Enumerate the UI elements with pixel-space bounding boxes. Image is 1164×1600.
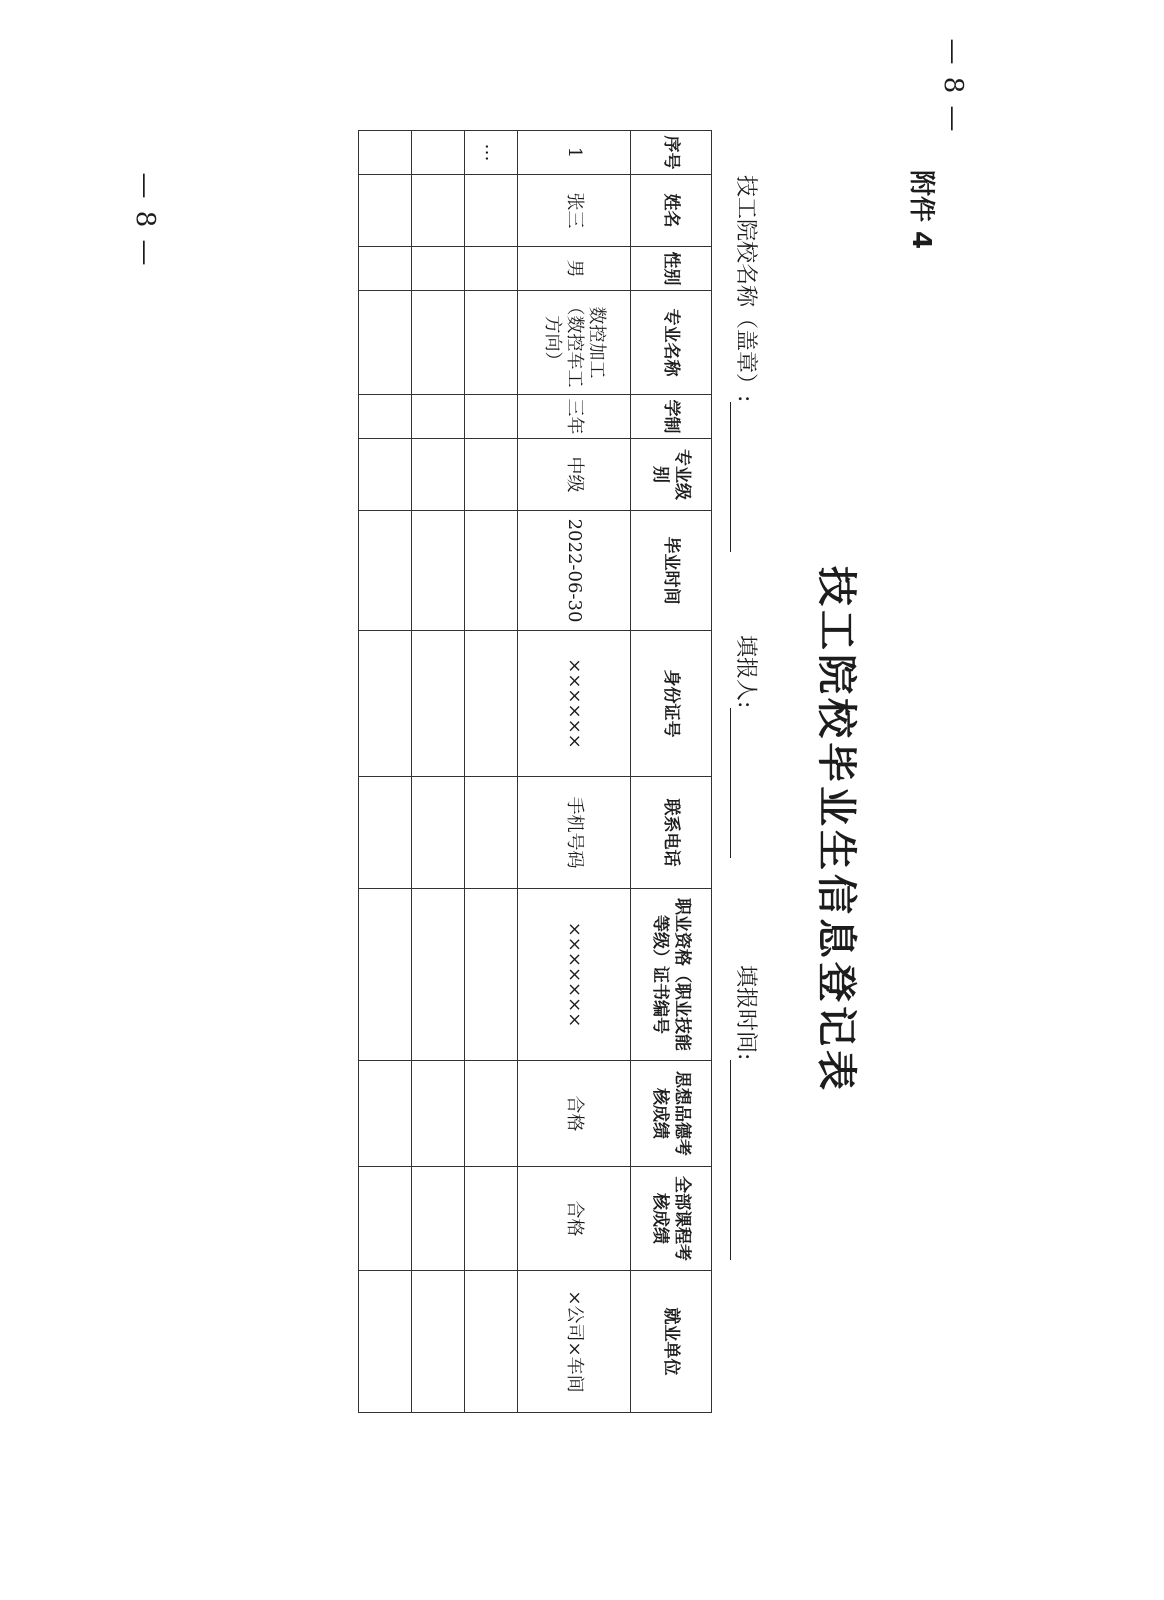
- table-cell: [412, 1061, 465, 1167]
- table-cell: [412, 777, 465, 889]
- table-cell: [359, 1061, 412, 1167]
- table-cell: 2022-06-30: [518, 511, 631, 631]
- table-cell: [465, 247, 518, 291]
- table-cell: [359, 777, 412, 889]
- table-cell: ×公司×车间: [518, 1271, 631, 1413]
- table-cell: [412, 247, 465, 291]
- table-cell: [359, 291, 412, 395]
- table-cell: 合格: [518, 1061, 631, 1167]
- table-cell: 1: [518, 131, 631, 175]
- table-cell: [412, 395, 465, 439]
- page-number-side: — 8 —: [130, 172, 160, 268]
- header-cell: 思想品德考核成绩: [631, 1061, 712, 1167]
- page-number-top: — 8 —: [938, 38, 968, 134]
- table-cell: …: [465, 131, 518, 175]
- table-cell: [412, 1271, 465, 1413]
- table-cell: [359, 175, 412, 247]
- table-cell: [465, 631, 518, 777]
- table-cell: 数控加工（数控车工方向）: [518, 291, 631, 395]
- table-row: [412, 131, 465, 1413]
- table-cell: [359, 511, 412, 631]
- table-cell: [412, 889, 465, 1061]
- table-cell: [412, 511, 465, 631]
- table-cell: [412, 631, 465, 777]
- table-cell: [412, 175, 465, 247]
- table-cell: [465, 395, 518, 439]
- table-cell: [359, 395, 412, 439]
- header-cell: 身份证号: [631, 631, 712, 777]
- document-title: 技工院校毕业生信息登记表: [813, 566, 860, 1094]
- header-cell: 毕业时间: [631, 511, 712, 631]
- table-cell: 手机号码: [518, 777, 631, 889]
- table-cell: [359, 439, 412, 511]
- header-cell: 职业资格（职业技能等级）证书编号: [631, 889, 712, 1061]
- table-cell: 张三: [518, 175, 631, 247]
- table-cell: [465, 1061, 518, 1167]
- date-value-line[interactable]: [730, 1060, 757, 1260]
- table-cell: [359, 131, 412, 175]
- table-cell: 三年: [518, 395, 631, 439]
- table-cell: [412, 291, 465, 395]
- table-cell: [412, 131, 465, 175]
- date-label: 填报时间:: [733, 965, 758, 1061]
- table-row: [359, 131, 412, 1413]
- header-cell: 就业单位: [631, 1271, 712, 1413]
- registration-sheet: [320, 130, 960, 1570]
- table-cell: [412, 1167, 465, 1271]
- header-cell: 专业级别: [631, 439, 712, 511]
- header-cell: 学制: [631, 395, 712, 439]
- filler-label: 填报人:: [733, 635, 758, 709]
- table-cell: [465, 1271, 518, 1413]
- form-fields: [728, 130, 760, 1570]
- table-row: [465, 131, 518, 1413]
- header-cell: 序号: [631, 131, 712, 175]
- filler-field: [730, 635, 760, 858]
- table-cell: [359, 1271, 412, 1413]
- table-cell: ×××××××: [518, 889, 631, 1061]
- table-cell: [465, 511, 518, 631]
- table-cell: ××××××: [518, 631, 631, 777]
- school-value-line[interactable]: [730, 402, 757, 552]
- header-cell: 全部课程考核成绩: [631, 1167, 712, 1271]
- header-cell: 性别: [631, 247, 712, 291]
- graduate-info-table: [358, 130, 712, 1413]
- table-cell: [465, 439, 518, 511]
- table-cell: [359, 1167, 412, 1271]
- table-cell: [359, 247, 412, 291]
- table-cell: 男: [518, 247, 631, 291]
- header-cell: 联系电话: [631, 777, 712, 889]
- table-cell: [465, 291, 518, 395]
- table-cell: [465, 175, 518, 247]
- table-cell: 合格: [518, 1167, 631, 1271]
- table-cell: [465, 1167, 518, 1271]
- filler-value-line[interactable]: [730, 708, 757, 858]
- table-cell: [465, 777, 518, 889]
- school-field: [730, 175, 760, 552]
- table-header-row: [631, 131, 712, 1413]
- attachment-label: 附件 4: [906, 170, 936, 250]
- date-field: [730, 965, 760, 1260]
- table-row: [518, 131, 631, 1413]
- table-cell: 中级: [518, 439, 631, 511]
- table-cell: [359, 631, 412, 777]
- table-cell: [465, 889, 518, 1061]
- table-cell: [359, 889, 412, 1061]
- header-cell: 专业名称: [631, 291, 712, 395]
- header-cell: 姓名: [631, 175, 712, 247]
- school-label: 技工院校名称（盖章）:: [733, 175, 758, 403]
- table-cell: [412, 439, 465, 511]
